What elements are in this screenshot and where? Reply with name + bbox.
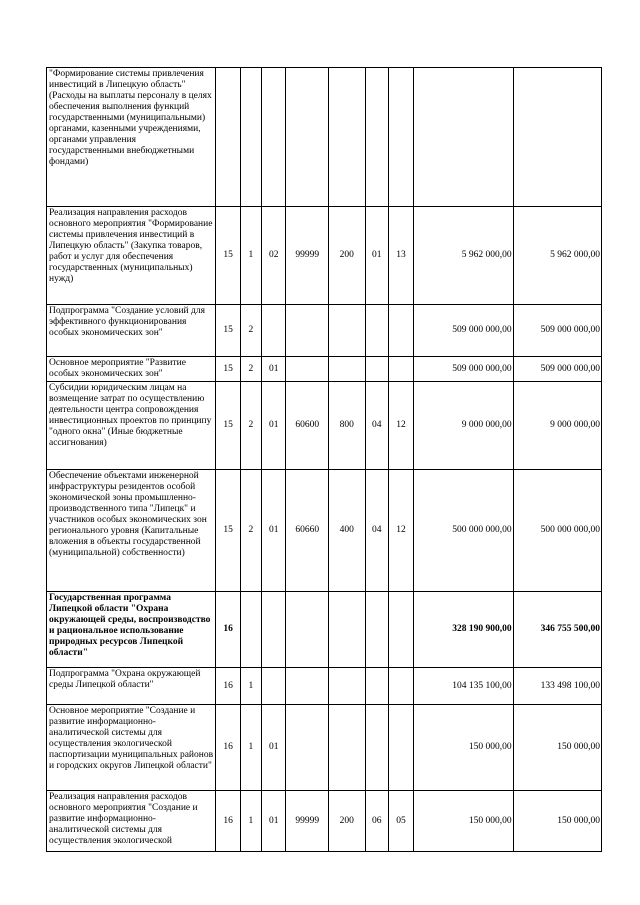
expense-type-cell bbox=[329, 705, 366, 791]
amount-year2-cell: 150 000,00 bbox=[513, 791, 601, 852]
direction-code-cell bbox=[286, 592, 329, 668]
table-row bbox=[47, 68, 602, 207]
program-code-cell bbox=[216, 68, 240, 207]
activity-code-cell: 01 bbox=[262, 357, 286, 382]
direction-code-cell: 60600 bbox=[286, 382, 329, 470]
subsection-cell: 12 bbox=[388, 382, 413, 470]
amount-year1-cell: 150 000,00 bbox=[414, 705, 513, 791]
table-row bbox=[47, 705, 602, 791]
amount-year1-cell: 104 135 100,00 bbox=[414, 668, 513, 705]
amount-year2-cell: 500 000 000,00 bbox=[513, 470, 601, 592]
subprogram-code-cell: 1 bbox=[240, 791, 261, 852]
program-code-cell: 15 bbox=[216, 382, 240, 470]
table-row bbox=[47, 357, 602, 382]
activity-code-cell: 02 bbox=[262, 207, 286, 305]
amount-year2-cell bbox=[513, 68, 601, 207]
amount-year1-cell: 150 000,00 bbox=[414, 791, 513, 852]
amount-year2-cell: 346 755 500,00 bbox=[513, 592, 601, 668]
subsection-cell: 13 bbox=[388, 207, 413, 305]
program-code-cell: 16 bbox=[216, 705, 240, 791]
amount-year1-cell: 5 962 000,00 bbox=[414, 207, 513, 305]
row-name-cell: Подпрограмма "Создание условий для эффективного функционирования особых экономических зон" bbox=[47, 305, 216, 357]
section-cell bbox=[365, 705, 388, 791]
subprogram-code-cell: 1 bbox=[240, 668, 261, 705]
direction-code-cell: 99999 bbox=[286, 791, 329, 852]
subsection-cell: 05 bbox=[388, 791, 413, 852]
expense-type-cell bbox=[329, 305, 366, 357]
subsection-cell bbox=[388, 357, 413, 382]
subprogram-code-cell: 1 bbox=[240, 207, 261, 305]
expense-type-cell: 800 bbox=[329, 382, 366, 470]
activity-code-cell: 01 bbox=[262, 705, 286, 791]
table-body bbox=[47, 68, 602, 852]
table-row bbox=[47, 207, 602, 305]
expense-type-cell bbox=[329, 357, 366, 382]
section-cell bbox=[365, 68, 388, 207]
subprogram-code-cell: 1 bbox=[240, 705, 261, 791]
subsection-cell bbox=[388, 705, 413, 791]
subsection-cell bbox=[388, 668, 413, 705]
program-code-cell: 16 bbox=[216, 791, 240, 852]
section-cell: 04 bbox=[365, 470, 388, 592]
activity-code-cell: 01 bbox=[262, 382, 286, 470]
activity-code-cell: 01 bbox=[262, 791, 286, 852]
program-code-cell: 16 bbox=[216, 592, 240, 668]
amount-year2-cell: 509 000 000,00 bbox=[513, 305, 601, 357]
expense-type-cell bbox=[329, 668, 366, 705]
amount-year1-cell: 509 000 000,00 bbox=[414, 305, 513, 357]
subprogram-code-cell bbox=[240, 592, 261, 668]
table-row bbox=[47, 791, 602, 852]
section-cell: 01 bbox=[365, 207, 388, 305]
row-name-cell: Подпрограмма "Охрана окружающей среды Липецкой области" bbox=[47, 668, 216, 705]
row-name-cell: Обеспечение объектами инженерной инфраструктуры резидентов особой экономической зоны промышленно-производственного типа "Липецк" и участников особых экономических зон регионального уровня (Капитальные вложения в объекты государственной (муниципальной) собственности) bbox=[47, 470, 216, 592]
subsection-cell bbox=[388, 68, 413, 207]
amount-year1-cell: 500 000 000,00 bbox=[414, 470, 513, 592]
subprogram-code-cell: 2 bbox=[240, 305, 261, 357]
amount-year1-cell: 328 190 900,00 bbox=[414, 592, 513, 668]
section-cell bbox=[365, 592, 388, 668]
row-name-cell: Государственная программа Липецкой области "Охрана окружающей среды, воспроизводство и рациональное использование природных ресурсов Липецкой области" bbox=[47, 592, 216, 668]
table-row bbox=[47, 592, 602, 668]
section-cell bbox=[365, 357, 388, 382]
subsection-cell bbox=[388, 305, 413, 357]
program-code-cell: 16 bbox=[216, 668, 240, 705]
subprogram-code-cell: 2 bbox=[240, 357, 261, 382]
table-row bbox=[47, 305, 602, 357]
direction-code-cell bbox=[286, 68, 329, 207]
row-name-cell: Реализация направления расходов основного мероприятия "Формирование системы привлечения инвестиций в Липецкую область" (Закупка товаров, работ и услуг для обеспечения государственных (муниципальных) нужд) bbox=[47, 207, 216, 305]
table-row bbox=[47, 382, 602, 470]
row-name-cell: Субсидии юридическим лицам на возмещение затрат по осуществлению деятельности центра сопровождения инвестиционных проектов по принципу "одного окна" (Иные бюджетные ассигнования) bbox=[47, 382, 216, 470]
section-cell: 04 bbox=[365, 382, 388, 470]
direction-code-cell: 99999 bbox=[286, 207, 329, 305]
program-code-cell: 15 bbox=[216, 470, 240, 592]
section-cell: 06 bbox=[365, 791, 388, 852]
activity-code-cell: 01 bbox=[262, 470, 286, 592]
section-cell bbox=[365, 668, 388, 705]
subprogram-code-cell: 2 bbox=[240, 382, 261, 470]
program-code-cell: 15 bbox=[216, 357, 240, 382]
subprogram-code-cell: 2 bbox=[240, 470, 261, 592]
row-name-cell: Основное мероприятие "Развитие особых экономических зон" bbox=[47, 357, 216, 382]
row-name-cell: "Формирование системы привлечения инвестиций в Липецкую область" (Расходы на выплаты персоналу в целях обеспечения выполнения функций государственными (муниципальными) органами, казенными учреждениями, органами управления государственными внебюджетными фондами) bbox=[47, 68, 216, 207]
direction-code-cell bbox=[286, 668, 329, 705]
activity-code-cell bbox=[262, 668, 286, 705]
direction-code-cell bbox=[286, 705, 329, 791]
table-row bbox=[47, 668, 602, 705]
subsection-cell bbox=[388, 592, 413, 668]
amount-year2-cell: 150 000,00 bbox=[513, 705, 601, 791]
direction-code-cell bbox=[286, 357, 329, 382]
expense-type-cell bbox=[329, 592, 366, 668]
expense-type-cell: 200 bbox=[329, 207, 366, 305]
amount-year1-cell: 509 000 000,00 bbox=[414, 357, 513, 382]
amount-year1-cell bbox=[414, 68, 513, 207]
amount-year2-cell: 9 000 000,00 bbox=[513, 382, 601, 470]
direction-code-cell bbox=[286, 305, 329, 357]
amount-year2-cell: 509 000 000,00 bbox=[513, 357, 601, 382]
expense-type-cell: 200 bbox=[329, 791, 366, 852]
expense-type-cell: 400 bbox=[329, 470, 366, 592]
activity-code-cell bbox=[262, 305, 286, 357]
section-cell bbox=[365, 305, 388, 357]
subsection-cell: 12 bbox=[388, 470, 413, 592]
row-name-cell: Реализация направления расходов основного мероприятия "Создание и развитие информационно-аналитической системы для осуществления экологической bbox=[47, 791, 216, 852]
program-code-cell: 15 bbox=[216, 305, 240, 357]
table-row bbox=[47, 470, 602, 592]
row-name-cell: Основное мероприятие "Создание и развитие информационно-аналитической системы для осуществления экологической паспортизации муниципальных районов и городских округов Липецкой области" bbox=[47, 705, 216, 791]
activity-code-cell bbox=[262, 592, 286, 668]
program-code-cell: 15 bbox=[216, 207, 240, 305]
amount-year1-cell: 9 000 000,00 bbox=[414, 382, 513, 470]
expense-type-cell bbox=[329, 68, 366, 207]
subprogram-code-cell bbox=[240, 68, 261, 207]
direction-code-cell: 60660 bbox=[286, 470, 329, 592]
budget-table bbox=[46, 67, 602, 852]
amount-year2-cell: 5 962 000,00 bbox=[513, 207, 601, 305]
activity-code-cell bbox=[262, 68, 286, 207]
amount-year2-cell: 133 498 100,00 bbox=[513, 668, 601, 705]
